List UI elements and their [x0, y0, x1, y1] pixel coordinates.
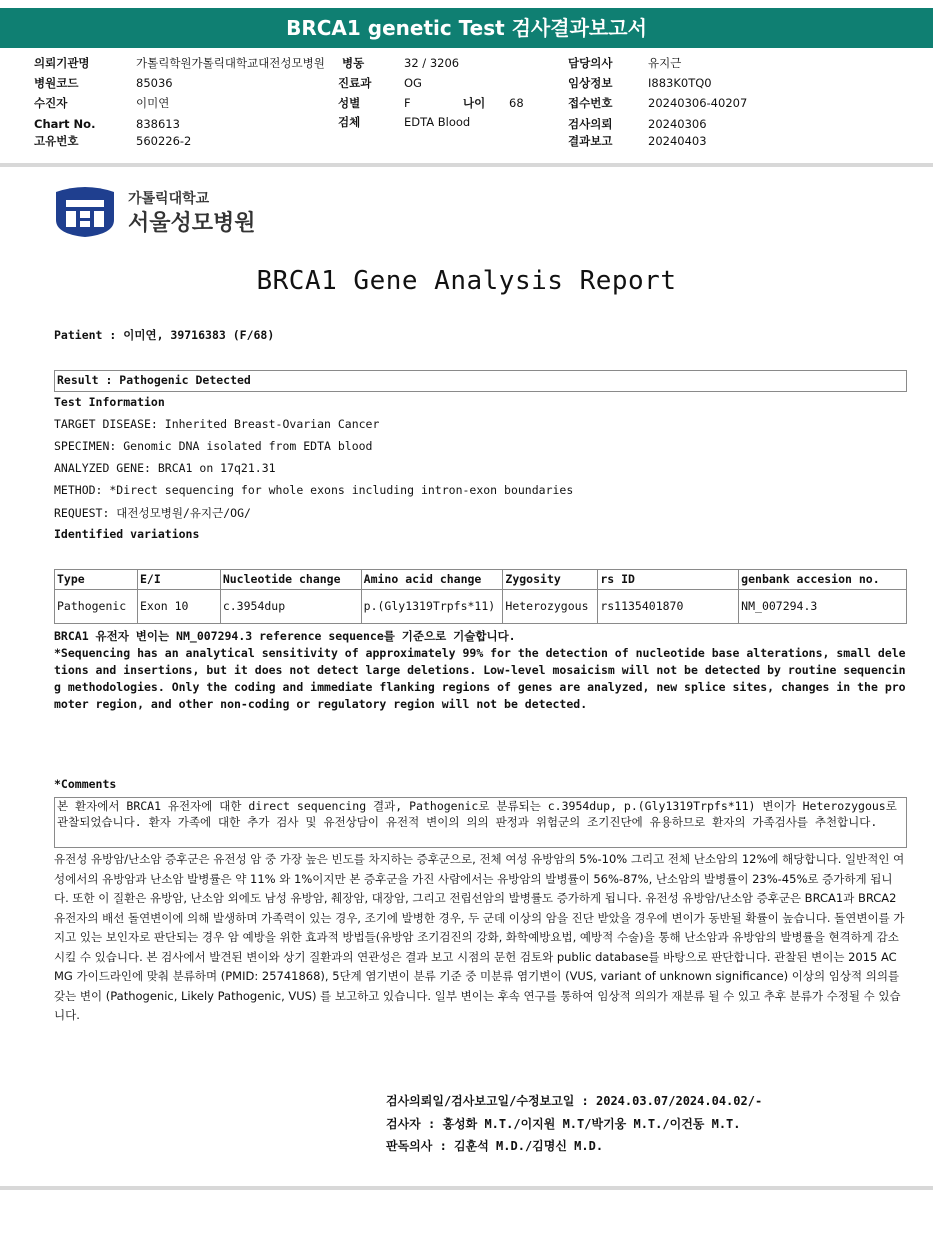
analyzed-gene: ANALYZED GENE: BRCA1 on 17q21.31 — [54, 461, 276, 475]
comments-boxed-text: 본 환자에서 BRCA1 유전자에 대한 direct sequencing 결과, Pathogenic로 분류되는 c.3954dup, p.(Gly1319Trpfs*11) 변이가 Heterozygous로 관찰되었습니다. 환자 가족에 대한 추가 검사 및 유전상담이 유전적 변이의 의의 판정과 위험군의 조기진단에 유용하므로 환자의 가족검사를 추천합니다. — [57, 799, 897, 829]
cell-exon-intron: Exon 10 — [137, 590, 220, 624]
hospital-logo — [52, 186, 292, 242]
method-line: METHOD: *Direct sequencing for whole exons including intron-exon boundaries — [54, 483, 574, 497]
hospital-code-value: 85036 — [136, 76, 173, 90]
receipt-no-value: 20240306-40207 — [648, 96, 748, 110]
logo-line2: 서울성모병원 — [128, 211, 256, 236]
report-title: BRCA1 Gene Analysis Report — [256, 266, 677, 296]
cell-amino-acid: p.(Gly1319Trpfs*11) — [361, 590, 503, 624]
hospital-code-label: 병원코드 — [34, 76, 79, 90]
specimen-label: 검체 — [338, 115, 361, 129]
institution-value: 가톨릭학원가톨릭대학교대전성모병원 — [136, 56, 325, 70]
doctor-value: 유지근 — [648, 56, 682, 70]
variants-header-row — [55, 570, 907, 590]
readers: 판독의사 : 김훈석 M.D./김명신 M.D. — [386, 1139, 604, 1153]
patient-line: Patient : 이미연, 39716383 (F/68) — [54, 328, 275, 342]
cell-genbank: NM_007294.3 — [739, 590, 907, 624]
examinee-label: 수진자 — [34, 96, 68, 110]
unique-no-label: 고유번호 — [34, 134, 79, 148]
target-disease: TARGET DISEASE: Inherited Breast-Ovarian Cancer — [54, 417, 380, 431]
comments-body: 유전성 유방암/난소암 증후군은 유전성 암 중 가장 높은 빈도를 차지하는 증후군으로, 전체 여성 유방암의 5%-10% 그리고 전체 난소암의 12%에 해당합니다. 일반적인 여성에서의 유방암과 난소암 발병률은 약 11% 와 1%이지만 본 증후군을 가진 사람에서는 유방암의 발병률이 56%-87%, 난소암의 발병률이 23%-45%로 증가하게 됩니다. 또한 이 질환은 유방암, 난소암 외에도 남성 유방암, 췌장암, 대장암, 그리고 전립선암의 발병률도 증가하게 됩니다. 유전성 유방암/난소암 증후군은 BRCA1과 BRCA2 유전자의 배선 돌연변이에 의해 발생하며 가족력이 있는 경우, 조기에 발병한 경우, 두 군데 이상의 암을 진단 받았을 경우에 변이가 동반될 확률이 높습니다. 돌연변이를 가지고 있는 보인자로 판단되는 경우 암 예방을 위한 효과적 방법들(유방암 조기검진의 강화, 화학예방요법, 예방적 수술)을 통해 난소암과 유방암의 발병률을 현격하게 감소시킬 수 있습니다. 본 검사에서 발견된 변이와 상기 질환과의 연관성은 결과 보고 시점의 문헌 검토와 public database를 바탕으로 판단합니다. 관찰된 변이는 2015 ACMG 가이드라인에 맞춰 분류하며 (PMID: 25741868), 5단계 염기변이 분류 기준 중 미분류 염기변이 (VUS, variant of unknown significance) 이상의 임상적 의의를 갖는 변이 (Pathogenic, Likely Pathogenic, VUS) 를 보고하고 있습니다. 일부 변이는 후속 연구를 통하여 임상적 의의가 재분류 될 수 있고 추후 분류가 수정될 수 있습니다. — [54, 852, 905, 1022]
dept-value: OG — [404, 76, 422, 90]
clinical-info-value: I883K0TQ0 — [648, 76, 712, 90]
cell-rs-id: rs1135401870 — [598, 590, 739, 624]
examiners: 검사자 : 홍성화 M.T./이지원 M.T/박기웅 M.T./이건동 M.T. — [386, 1117, 741, 1131]
cell-type: Pathogenic — [55, 590, 138, 624]
doctor-label: 담당의사 — [568, 56, 613, 70]
clinical-info-label: 임상정보 — [568, 76, 613, 90]
result-text: Result : Pathogenic Detected — [57, 373, 251, 387]
variants-table — [54, 569, 907, 624]
report-banner: BRCA1 genetic Test 검사결과보고서 — [0, 8, 933, 48]
header-divider — [0, 163, 933, 167]
institution-label: 의뢰기관명 — [34, 56, 90, 70]
age-label: 나이 — [463, 96, 486, 110]
col-exon-intron: E/I — [137, 570, 220, 590]
test-info-heading: Test Information — [54, 395, 165, 409]
footer-divider — [0, 1186, 933, 1190]
unique-no-value: 560226-2 — [136, 134, 192, 148]
cell-nucleotide: c.3954dup — [220, 590, 361, 624]
result-date-label: 결과보고 — [568, 134, 613, 148]
report-dates: 검사의뢰일/검사보고일/수정보고일 : 2024.03.07/2024.04.02/- — [386, 1094, 763, 1108]
chart-no-label: Chart No. — [34, 117, 96, 131]
result-box — [54, 370, 907, 392]
comments-heading: *Comments — [54, 777, 117, 791]
specimen-line: SPECIMEN: Genomic DNA isolated from EDTA blood — [54, 439, 373, 453]
col-nucleotide: Nucleotide change — [220, 570, 361, 590]
specimen-value: EDTA Blood — [404, 115, 471, 129]
col-amino-acid: Amino acid change — [361, 570, 503, 590]
identified-heading: Identified variations — [54, 527, 200, 541]
dept-label: 진료과 — [338, 76, 372, 90]
col-rs-id: rs ID — [598, 570, 739, 590]
table-row — [55, 590, 907, 624]
request-date-value: 20240306 — [648, 117, 707, 131]
request-line: REQUEST: 대전성모병원/유지근/OG/ — [54, 506, 251, 520]
sex-label: 성별 — [338, 96, 361, 110]
cell-zygosity: Heterozygous — [503, 590, 598, 624]
ward-value: 32 / 3206 — [404, 56, 460, 70]
request-date-label: 검사의뢰 — [568, 117, 613, 131]
sensitivity-note: *Sequencing has an analytical sensitivity of approximately 99% for the detection of nucleotide base alterations, small deletions and insertions, but it does not detect large deletions. Low-level mosaicism will not be detected by routine sequencing methodologies. Only the coding and immediate flanking regions of genes are analyzed, new splice sites, changes in the promoter region, and other non-coding or regulatory region will not be detected. — [54, 646, 906, 711]
examinee-value: 이미연 — [136, 96, 170, 110]
col-type: Type — [55, 570, 138, 590]
col-zygosity: Zygosity — [503, 570, 598, 590]
hospital-emblem-icon — [52, 186, 118, 238]
logo-line1: 가톨릭대학교 — [128, 191, 210, 207]
comments-box — [54, 797, 907, 848]
result-date-value: 20240403 — [648, 134, 707, 148]
receipt-no-label: 접수번호 — [568, 96, 613, 110]
sex-value: F — [404, 96, 411, 110]
reference-note: BRCA1 유전자 변이는 NM_007294.3 reference sequence를 기준으로 기술합니다. — [54, 629, 516, 643]
age-value: 68 — [509, 96, 524, 110]
chart-no-value: 838613 — [136, 117, 180, 131]
col-genbank: genbank accesion no. — [739, 570, 907, 590]
ward-label: 병동 — [342, 56, 365, 70]
